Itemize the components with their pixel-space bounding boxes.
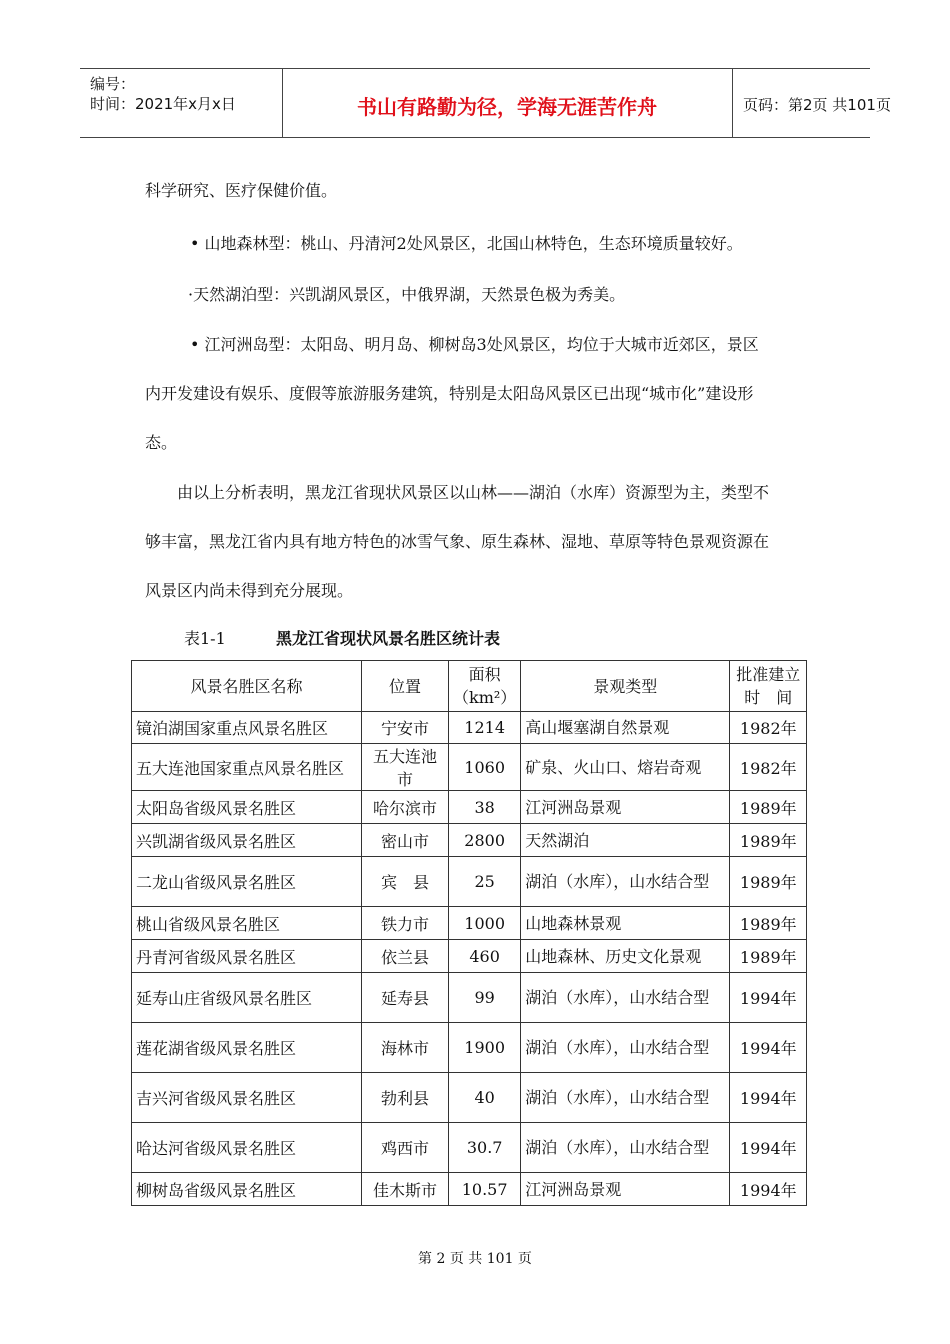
body-line: 科学研究、医疗保健价值。: [145, 181, 338, 200]
cell-location: 铁力市: [362, 907, 449, 940]
scenic-area-table: [131, 660, 807, 1206]
cell-location: 鸡西市: [362, 1123, 449, 1173]
body-line: 由以上分析表明，黑龙江省现状风景区以山林——湖泊（水库）资源型为主，类型不: [177, 483, 770, 502]
cell-name: 镜泊湖国家重点风景名胜区: [132, 712, 362, 744]
cell-type: 湖泊（水库），山水结合型: [521, 857, 730, 907]
cell-year: 1989年: [730, 940, 807, 973]
cell-location: 延寿县: [362, 973, 449, 1023]
cell-location: 依兰县: [362, 940, 449, 973]
list-item-lake: ·天然湖泊型：兴凯湖风景区，中俄界湖，天然景色极为秀美。: [188, 285, 626, 304]
cell-location: 宁安市: [362, 712, 449, 744]
document-date: 时间：2021年x月x日: [90, 95, 236, 113]
body-line: 内开发建设有娱乐、度假等旅游服务建筑，特别是太阳岛风景区已出现“城市化”建设形: [145, 384, 754, 403]
cell-type: 山地森林、历史文化景观: [521, 940, 730, 973]
cell-name: 桃山省级风景名胜区: [132, 907, 362, 940]
cell-name: 延寿山庄省级风景名胜区: [132, 973, 362, 1023]
list-item-forest: • 山地森林型：桃山、丹清河2处风景区，北国山林特色，生态环境质量较好。: [190, 234, 743, 253]
table-row: [132, 1173, 807, 1206]
cell-year: 1994年: [730, 1123, 807, 1173]
cell-type: 高山堰塞湖自然景观: [521, 712, 730, 744]
cell-type: 天然湖泊: [521, 824, 730, 857]
cell-type: 山地森林景观: [521, 907, 730, 940]
cell-year: 1994年: [730, 1073, 807, 1123]
cell-year: 1989年: [730, 791, 807, 824]
cell-name: 柳树岛省级风景名胜区: [132, 1173, 362, 1206]
table-caption-number: 表1-1: [184, 629, 226, 648]
header-slogan-cell: [282, 69, 733, 137]
cell-name: 二龙山省级风景名胜区: [132, 857, 362, 907]
cell-year: 1989年: [730, 907, 807, 940]
cell-area: 10.57: [449, 1173, 521, 1206]
body-line: 态。: [145, 433, 178, 452]
header-year: 批准建立时 间: [730, 661, 807, 712]
table-caption-title: 黑龙江省现状风景名胜区统计表: [276, 629, 501, 648]
table-row: [132, 791, 807, 824]
cell-year: 1989年: [730, 824, 807, 857]
cell-location: 密山市: [362, 824, 449, 857]
cell-type: 矿泉、火山口、熔岩奇观: [521, 744, 730, 791]
cell-area: 460: [449, 940, 521, 973]
header-page-cell: [733, 69, 891, 137]
cell-year: 1994年: [730, 1173, 807, 1206]
cell-location: 宾 县: [362, 857, 449, 907]
header-meta: [80, 69, 283, 137]
cell-area: 38: [449, 791, 521, 824]
header-location: 位置: [362, 661, 449, 712]
header-page-info: 页码：第2页 共101页: [743, 96, 891, 114]
table-row: [132, 1073, 807, 1123]
header-type: 景观类型: [521, 661, 730, 712]
table-header-row: [132, 661, 807, 712]
cell-name: 莲花湖省级风景名胜区: [132, 1023, 362, 1073]
cell-year: 1994年: [730, 1023, 807, 1073]
header-slogan: 书山有路勤为径，学海无涯苦作舟: [357, 95, 657, 119]
cell-year: 1982年: [730, 744, 807, 791]
cell-location: 哈尔滨市: [362, 791, 449, 824]
body-line: 够丰富，黑龙江省内具有地方特色的冰雪气象、原生森林、湿地、草原等特色景观资源在: [145, 532, 770, 551]
table-row: [132, 973, 807, 1023]
cell-area: 25: [449, 857, 521, 907]
table-row: [132, 907, 807, 940]
header-area: 面积（km²）: [449, 661, 521, 712]
table-row: [132, 857, 807, 907]
cell-location: 海林市: [362, 1023, 449, 1073]
cell-year: 1989年: [730, 857, 807, 907]
cell-area: 1900: [449, 1023, 521, 1073]
document-number-label: 编号：: [90, 75, 136, 93]
table-row: [132, 1023, 807, 1073]
cell-year: 1982年: [730, 712, 807, 744]
cell-name: 太阳岛省级风景名胜区: [132, 791, 362, 824]
cell-area: 1000: [449, 907, 521, 940]
cell-type: 湖泊（水库），山水结合型: [521, 1023, 730, 1073]
table-row: [132, 824, 807, 857]
cell-name: 五大连池国家重点风景名胜区: [132, 744, 362, 791]
table-row: [132, 1123, 807, 1173]
header-name: 风景名胜区名称: [132, 661, 362, 712]
cell-type: 湖泊（水库），山水结合型: [521, 1073, 730, 1123]
list-item-island: • 江河洲岛型：太阳岛、明月岛、柳树岛3处风景区，均位于大城市近郊区，景区: [190, 335, 759, 354]
cell-type: 江河洲岛景观: [521, 1173, 730, 1206]
table-row: [132, 940, 807, 973]
body-line: 风景区内尚未得到充分展现。: [145, 581, 354, 600]
cell-area: 2800: [449, 824, 521, 857]
cell-name: 吉兴河省级风景名胜区: [132, 1073, 362, 1123]
cell-name: 哈达河省级风景名胜区: [132, 1123, 362, 1173]
cell-location: 五大连池市: [362, 744, 449, 791]
cell-area: 40: [449, 1073, 521, 1123]
cell-area: 99: [449, 973, 521, 1023]
table-row: [132, 744, 807, 791]
cell-area: 1214: [449, 712, 521, 744]
cell-type: 湖泊（水库），山水结合型: [521, 973, 730, 1023]
table-row: [132, 712, 807, 744]
cell-location: 勃利县: [362, 1073, 449, 1123]
table-body: [132, 712, 807, 1206]
cell-location: 佳木斯市: [362, 1173, 449, 1206]
cell-area: 30.7: [449, 1123, 521, 1173]
page-footer: 第 2 页 共 101 页: [418, 1251, 532, 1267]
cell-name: 丹青河省级风景名胜区: [132, 940, 362, 973]
cell-type: 湖泊（水库），山水结合型: [521, 1123, 730, 1173]
cell-name: 兴凯湖省级风景名胜区: [132, 824, 362, 857]
cell-type: 江河洲岛景观: [521, 791, 730, 824]
cell-area: 1060: [449, 744, 521, 791]
page-header: [80, 68, 891, 138]
cell-year: 1994年: [730, 973, 807, 1023]
